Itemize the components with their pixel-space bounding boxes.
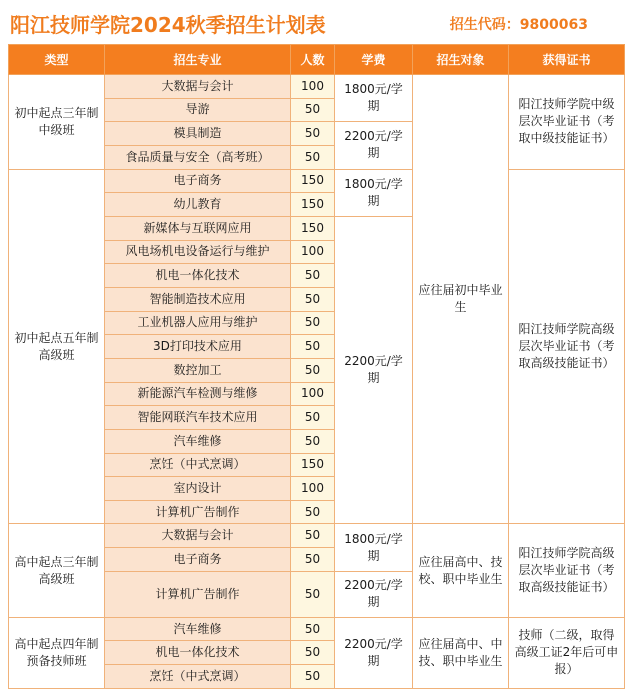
certificate-cell: 技师（二级，取得高级工证2年后可申报）: [509, 617, 625, 688]
count-cell: 50: [291, 287, 335, 311]
count-cell: 150: [291, 216, 335, 240]
fee-cell: 2200元/学期: [335, 571, 413, 617]
count-cell: 150: [291, 193, 335, 217]
major-cell: 幼儿教育: [105, 193, 291, 217]
table-header-row: [9, 45, 625, 75]
major-cell: 大数据与会计: [105, 75, 291, 99]
major-cell: 模具制造: [105, 122, 291, 146]
major-cell: 机电一体化技术: [105, 641, 291, 665]
count-cell: 100: [291, 240, 335, 264]
major-cell: 智能网联汽车技术应用: [105, 406, 291, 430]
fee-cell: 1800元/学期: [335, 169, 413, 216]
fee-cell: 1800元/学期: [335, 524, 413, 571]
major-cell: 食品质量与安全（高考班）: [105, 145, 291, 169]
enrollment-code-label: 招生代码：: [449, 17, 520, 33]
program-type-cell: 高中起点四年制预备技师班: [9, 617, 105, 688]
major-cell: 计算机广告制作: [105, 571, 291, 617]
column-header-certificate: 获得证书: [509, 45, 625, 75]
certificate-cell: 阳江技师学院高级层次毕业证书（考取高级技能证书）: [509, 169, 625, 524]
count-cell: 50: [291, 335, 335, 359]
program-type-cell: 高中起点三年制高级班: [9, 524, 105, 617]
count-cell: 100: [291, 477, 335, 501]
count-cell: 50: [291, 548, 335, 572]
program-type-cell: 初中起点三年制中级班: [9, 75, 105, 170]
count-cell: 50: [291, 500, 335, 524]
major-cell: 汽车维修: [105, 429, 291, 453]
certificate-cell: 阳江技师学院中级层次毕业证书（考取中级技能证书）: [509, 75, 625, 170]
enrollment-code-value: 9800063: [519, 17, 588, 33]
major-cell: 数控加工: [105, 358, 291, 382]
enrollment-plan-table: [8, 44, 625, 689]
major-cell: 电子商务: [105, 169, 291, 193]
table-row: [9, 617, 625, 641]
enrollment-code: [450, 14, 588, 34]
count-cell: 50: [291, 406, 335, 430]
page-title: 阳江技师学院2024秋季招生计划表: [10, 13, 326, 37]
major-cell: 导游: [105, 98, 291, 122]
major-cell: 工业机器人应用与维护: [105, 311, 291, 335]
major-cell: 大数据与会计: [105, 524, 291, 548]
fee-cell: 2200元/学期: [335, 617, 413, 688]
count-cell: 50: [291, 524, 335, 548]
major-cell: 新媒体与互联网应用: [105, 216, 291, 240]
column-header-type: 类型: [9, 45, 105, 75]
major-cell: 电子商务: [105, 548, 291, 572]
column-header-major: 招生专业: [105, 45, 291, 75]
count-cell: 100: [291, 382, 335, 406]
major-cell: 新能源汽车检测与维修: [105, 382, 291, 406]
fee-cell: 2200元/学期: [335, 216, 413, 524]
major-cell: 室内设计: [105, 477, 291, 501]
column-header-count: 人数: [291, 45, 335, 75]
program-type-cell: 初中起点五年制高级班: [9, 169, 105, 524]
column-header-target: 招生对象: [413, 45, 509, 75]
major-cell: 计算机广告制作: [105, 500, 291, 524]
page-header: [0, 0, 632, 44]
fee-cell: 2200元/学期: [335, 122, 413, 169]
column-header-fee: 学费: [335, 45, 413, 75]
count-cell: 150: [291, 453, 335, 477]
count-cell: 50: [291, 617, 335, 641]
count-cell: 50: [291, 571, 335, 617]
target-cell: 应往届高中、技校、职中毕业生: [413, 524, 509, 617]
target-cell: 应往届初中毕业生: [413, 75, 509, 524]
major-cell: 汽车维修: [105, 617, 291, 641]
count-cell: 50: [291, 122, 335, 146]
certificate-cell: 阳江技师学院高级层次毕业证书（考取高级技能证书）: [509, 524, 625, 617]
count-cell: 50: [291, 641, 335, 665]
count-cell: 50: [291, 358, 335, 382]
table-row: [9, 524, 625, 548]
count-cell: 150: [291, 169, 335, 193]
count-cell: 50: [291, 98, 335, 122]
target-cell: 应往届高中、中技、职中毕业生: [413, 617, 509, 688]
table-row: [9, 169, 625, 193]
count-cell: 100: [291, 75, 335, 99]
count-cell: 50: [291, 429, 335, 453]
major-cell: 烹饪（中式烹调）: [105, 453, 291, 477]
major-cell: 风电场机电设备运行与维护: [105, 240, 291, 264]
major-cell: 烹饪（中式烹调）: [105, 665, 291, 689]
count-cell: 50: [291, 264, 335, 288]
fee-cell: 1800元/学期: [335, 75, 413, 122]
major-cell: 机电一体化技术: [105, 264, 291, 288]
major-cell: 智能制造技术应用: [105, 287, 291, 311]
count-cell: 50: [291, 145, 335, 169]
major-cell: 3D打印技术应用: [105, 335, 291, 359]
table-row: [9, 75, 625, 99]
count-cell: 50: [291, 665, 335, 689]
count-cell: 50: [291, 311, 335, 335]
